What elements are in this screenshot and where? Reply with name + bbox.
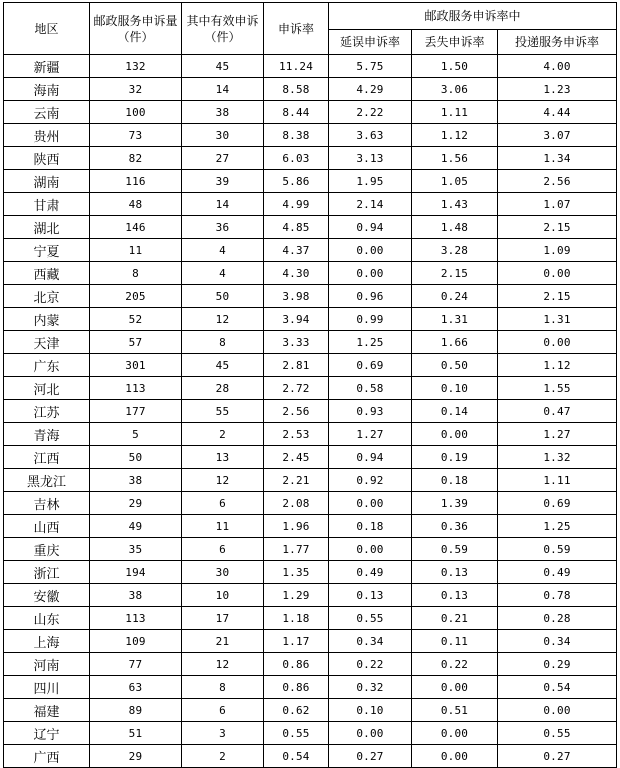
cell-valid-complaints: 6 [182, 699, 264, 722]
cell-complaints: 50 [90, 446, 182, 469]
cell-delivery-rate: 0.00 [498, 262, 617, 285]
header-loss-rate: 丢失申诉率 [412, 30, 498, 55]
cell-delivery-rate: 0.34 [498, 630, 617, 653]
cell-valid-complaints: 11 [182, 515, 264, 538]
table-row [4, 55, 617, 78]
cell-delivery-rate: 0.28 [498, 607, 617, 630]
cell-delay-rate: 2.14 [329, 193, 412, 216]
cell-loss-rate: 0.13 [412, 561, 498, 584]
cell-delivery-rate: 4.44 [498, 101, 617, 124]
cell-complaint-rate: 1.29 [264, 584, 329, 607]
cell-delivery-rate: 2.15 [498, 285, 617, 308]
table-row [4, 469, 617, 492]
cell-region: 广西 [4, 745, 90, 768]
cell-complaints: 116 [90, 170, 182, 193]
cell-complaint-rate: 11.24 [264, 55, 329, 78]
table-row [4, 331, 617, 354]
header-rate-group: 邮政服务申诉率中 [329, 3, 617, 30]
cell-valid-complaints: 12 [182, 469, 264, 492]
cell-delay-rate: 0.13 [329, 584, 412, 607]
cell-complaints: 132 [90, 55, 182, 78]
cell-loss-rate: 0.18 [412, 469, 498, 492]
cell-delay-rate: 0.27 [329, 745, 412, 768]
cell-valid-complaints: 12 [182, 308, 264, 331]
cell-delivery-rate: 1.23 [498, 78, 617, 101]
cell-delivery-rate: 0.47 [498, 400, 617, 423]
cell-complaints: 73 [90, 124, 182, 147]
cell-loss-rate: 0.10 [412, 377, 498, 400]
cell-complaints: 52 [90, 308, 182, 331]
cell-delay-rate: 4.29 [329, 78, 412, 101]
cell-delay-rate: 0.49 [329, 561, 412, 584]
table-row [4, 653, 617, 676]
cell-delivery-rate: 0.27 [498, 745, 617, 768]
cell-delay-rate: 0.10 [329, 699, 412, 722]
cell-region: 贵州 [4, 124, 90, 147]
cell-valid-complaints: 8 [182, 676, 264, 699]
table-row [4, 170, 617, 193]
cell-region: 新疆 [4, 55, 90, 78]
cell-valid-complaints: 55 [182, 400, 264, 423]
cell-complaint-rate: 0.55 [264, 722, 329, 745]
cell-complaint-rate: 4.37 [264, 239, 329, 262]
cell-region: 湖北 [4, 216, 90, 239]
cell-complaint-rate: 2.72 [264, 377, 329, 400]
cell-loss-rate: 0.00 [412, 722, 498, 745]
cell-delay-rate: 0.58 [329, 377, 412, 400]
cell-complaints: 38 [90, 584, 182, 607]
cell-region: 黑龙江 [4, 469, 90, 492]
cell-region: 四川 [4, 676, 90, 699]
cell-delay-rate: 5.75 [329, 55, 412, 78]
cell-delivery-rate: 1.11 [498, 469, 617, 492]
cell-delay-rate: 0.18 [329, 515, 412, 538]
cell-delay-rate: 0.99 [329, 308, 412, 331]
cell-delay-rate: 0.55 [329, 607, 412, 630]
cell-loss-rate: 1.48 [412, 216, 498, 239]
cell-complaints: 177 [90, 400, 182, 423]
cell-valid-complaints: 30 [182, 124, 264, 147]
cell-delivery-rate: 0.54 [498, 676, 617, 699]
cell-delivery-rate: 1.07 [498, 193, 617, 216]
postal-complaint-table [3, 2, 617, 768]
table-row [4, 147, 617, 170]
cell-region: 内蒙 [4, 308, 90, 331]
cell-complaints: 5 [90, 423, 182, 446]
table-row [4, 538, 617, 561]
cell-loss-rate: 1.05 [412, 170, 498, 193]
cell-complaint-rate: 3.94 [264, 308, 329, 331]
cell-valid-complaints: 45 [182, 354, 264, 377]
cell-delay-rate: 0.00 [329, 722, 412, 745]
table-row [4, 561, 617, 584]
cell-loss-rate: 3.28 [412, 239, 498, 262]
cell-complaint-rate: 1.17 [264, 630, 329, 653]
cell-delivery-rate: 0.59 [498, 538, 617, 561]
cell-valid-complaints: 2 [182, 745, 264, 768]
cell-valid-complaints: 2 [182, 423, 264, 446]
table-row [4, 262, 617, 285]
cell-loss-rate: 1.11 [412, 101, 498, 124]
table-row [4, 492, 617, 515]
cell-valid-complaints: 14 [182, 193, 264, 216]
cell-complaint-rate: 4.99 [264, 193, 329, 216]
table-row [4, 676, 617, 699]
cell-region: 广东 [4, 354, 90, 377]
cell-valid-complaints: 30 [182, 561, 264, 584]
cell-complaint-rate: 2.56 [264, 400, 329, 423]
header-delivery-rate: 投递服务申诉率 [498, 30, 617, 55]
cell-complaints: 29 [90, 745, 182, 768]
cell-complaint-rate: 2.53 [264, 423, 329, 446]
cell-complaint-rate: 3.33 [264, 331, 329, 354]
cell-delay-rate: 0.34 [329, 630, 412, 653]
cell-delivery-rate: 2.15 [498, 216, 617, 239]
cell-complaint-rate: 2.45 [264, 446, 329, 469]
cell-region: 天津 [4, 331, 90, 354]
cell-complaints: 63 [90, 676, 182, 699]
cell-region: 西藏 [4, 262, 90, 285]
cell-delay-rate: 0.00 [329, 262, 412, 285]
cell-complaint-rate: 2.81 [264, 354, 329, 377]
cell-valid-complaints: 6 [182, 538, 264, 561]
cell-delivery-rate: 1.34 [498, 147, 617, 170]
cell-valid-complaints: 21 [182, 630, 264, 653]
cell-delivery-rate: 0.00 [498, 699, 617, 722]
cell-valid-complaints: 10 [182, 584, 264, 607]
cell-loss-rate: 3.06 [412, 78, 498, 101]
table-row [4, 745, 617, 768]
cell-complaint-rate: 0.86 [264, 653, 329, 676]
cell-loss-rate: 2.15 [412, 262, 498, 285]
cell-region: 福建 [4, 699, 90, 722]
cell-delivery-rate: 1.09 [498, 239, 617, 262]
table-row [4, 630, 617, 653]
cell-delay-rate: 3.63 [329, 124, 412, 147]
cell-complaints: 32 [90, 78, 182, 101]
cell-delivery-rate: 0.49 [498, 561, 617, 584]
table-row [4, 400, 617, 423]
cell-complaint-rate: 8.44 [264, 101, 329, 124]
cell-loss-rate: 1.56 [412, 147, 498, 170]
cell-complaint-rate: 2.08 [264, 492, 329, 515]
cell-delay-rate: 0.93 [329, 400, 412, 423]
table-row [4, 78, 617, 101]
cell-region: 吉林 [4, 492, 90, 515]
table-row [4, 423, 617, 446]
table-row [4, 216, 617, 239]
cell-loss-rate: 0.50 [412, 354, 498, 377]
cell-delivery-rate: 0.78 [498, 584, 617, 607]
cell-delay-rate: 0.94 [329, 446, 412, 469]
cell-delivery-rate: 0.69 [498, 492, 617, 515]
cell-valid-complaints: 13 [182, 446, 264, 469]
cell-delivery-rate: 1.32 [498, 446, 617, 469]
table-row [4, 722, 617, 745]
cell-delivery-rate: 2.56 [498, 170, 617, 193]
cell-loss-rate: 0.00 [412, 745, 498, 768]
cell-complaint-rate: 5.86 [264, 170, 329, 193]
cell-complaint-rate: 4.85 [264, 216, 329, 239]
cell-loss-rate: 0.14 [412, 400, 498, 423]
cell-complaints: 11 [90, 239, 182, 262]
cell-complaints: 35 [90, 538, 182, 561]
cell-loss-rate: 0.24 [412, 285, 498, 308]
cell-valid-complaints: 6 [182, 492, 264, 515]
cell-region: 宁夏 [4, 239, 90, 262]
cell-delay-rate: 0.00 [329, 239, 412, 262]
cell-complaint-rate: 8.58 [264, 78, 329, 101]
cell-complaint-rate: 3.98 [264, 285, 329, 308]
cell-region: 浙江 [4, 561, 90, 584]
cell-region: 河北 [4, 377, 90, 400]
cell-delivery-rate: 1.25 [498, 515, 617, 538]
cell-complaints: 51 [90, 722, 182, 745]
cell-valid-complaints: 14 [182, 78, 264, 101]
cell-delivery-rate: 4.00 [498, 55, 617, 78]
cell-region: 甘肃 [4, 193, 90, 216]
cell-valid-complaints: 17 [182, 607, 264, 630]
cell-region: 辽宁 [4, 722, 90, 745]
cell-delivery-rate: 1.12 [498, 354, 617, 377]
cell-complaint-rate: 1.77 [264, 538, 329, 561]
table-row [4, 607, 617, 630]
cell-complaint-rate: 1.35 [264, 561, 329, 584]
cell-valid-complaints: 12 [182, 653, 264, 676]
cell-valid-complaints: 28 [182, 377, 264, 400]
cell-loss-rate: 1.50 [412, 55, 498, 78]
cell-delay-rate: 0.69 [329, 354, 412, 377]
cell-complaints: 100 [90, 101, 182, 124]
cell-region: 重庆 [4, 538, 90, 561]
cell-delay-rate: 0.32 [329, 676, 412, 699]
cell-region: 陕西 [4, 147, 90, 170]
cell-complaints: 8 [90, 262, 182, 285]
cell-delivery-rate: 3.07 [498, 124, 617, 147]
cell-complaints: 146 [90, 216, 182, 239]
cell-complaints: 113 [90, 377, 182, 400]
header-region: 地区 [4, 3, 90, 55]
cell-delay-rate: 3.13 [329, 147, 412, 170]
cell-delivery-rate: 1.27 [498, 423, 617, 446]
cell-complaint-rate: 6.03 [264, 147, 329, 170]
cell-delivery-rate: 0.55 [498, 722, 617, 745]
table-body [4, 55, 617, 768]
cell-region: 河南 [4, 653, 90, 676]
cell-region: 江西 [4, 446, 90, 469]
cell-complaints: 77 [90, 653, 182, 676]
table-row [4, 354, 617, 377]
cell-valid-complaints: 3 [182, 722, 264, 745]
cell-valid-complaints: 36 [182, 216, 264, 239]
cell-delay-rate: 0.22 [329, 653, 412, 676]
cell-region: 上海 [4, 630, 90, 653]
cell-region: 安徽 [4, 584, 90, 607]
cell-region: 海南 [4, 78, 90, 101]
cell-loss-rate: 0.22 [412, 653, 498, 676]
cell-valid-complaints: 27 [182, 147, 264, 170]
cell-loss-rate: 0.19 [412, 446, 498, 469]
table-row [4, 515, 617, 538]
header-valid-complaints: 其中有效申诉（件） [182, 3, 264, 55]
cell-complaint-rate: 4.30 [264, 262, 329, 285]
cell-complaint-rate: 0.86 [264, 676, 329, 699]
cell-loss-rate: 0.11 [412, 630, 498, 653]
cell-complaints: 57 [90, 331, 182, 354]
cell-loss-rate: 1.12 [412, 124, 498, 147]
cell-loss-rate: 0.13 [412, 584, 498, 607]
cell-valid-complaints: 45 [182, 55, 264, 78]
cell-loss-rate: 0.00 [412, 423, 498, 446]
header-complaint-rate: 申诉率 [264, 3, 329, 55]
header-delay-rate: 延误申诉率 [329, 30, 412, 55]
cell-loss-rate: 0.36 [412, 515, 498, 538]
cell-region: 山东 [4, 607, 90, 630]
complaint-table-container [3, 2, 617, 768]
cell-complaints: 205 [90, 285, 182, 308]
table-row [4, 584, 617, 607]
cell-complaints: 301 [90, 354, 182, 377]
cell-delivery-rate: 0.00 [498, 331, 617, 354]
cell-delivery-rate: 1.31 [498, 308, 617, 331]
cell-complaints: 89 [90, 699, 182, 722]
table-row [4, 101, 617, 124]
cell-delay-rate: 0.96 [329, 285, 412, 308]
table-row [4, 285, 617, 308]
cell-complaint-rate: 0.62 [264, 699, 329, 722]
table-row [4, 377, 617, 400]
cell-complaints: 38 [90, 469, 182, 492]
cell-loss-rate: 0.59 [412, 538, 498, 561]
cell-delivery-rate: 0.29 [498, 653, 617, 676]
cell-complaints: 49 [90, 515, 182, 538]
cell-loss-rate: 1.39 [412, 492, 498, 515]
cell-complaint-rate: 0.54 [264, 745, 329, 768]
cell-complaint-rate: 8.38 [264, 124, 329, 147]
cell-region: 北京 [4, 285, 90, 308]
cell-region: 青海 [4, 423, 90, 446]
cell-valid-complaints: 38 [182, 101, 264, 124]
cell-complaints: 113 [90, 607, 182, 630]
cell-delay-rate: 2.22 [329, 101, 412, 124]
cell-delay-rate: 0.94 [329, 216, 412, 239]
cell-complaint-rate: 2.21 [264, 469, 329, 492]
cell-valid-complaints: 50 [182, 285, 264, 308]
cell-delay-rate: 1.27 [329, 423, 412, 446]
cell-valid-complaints: 39 [182, 170, 264, 193]
cell-complaint-rate: 1.96 [264, 515, 329, 538]
cell-region: 湖南 [4, 170, 90, 193]
cell-loss-rate: 0.21 [412, 607, 498, 630]
cell-region: 山西 [4, 515, 90, 538]
table-row [4, 124, 617, 147]
cell-valid-complaints: 4 [182, 239, 264, 262]
cell-delivery-rate: 1.55 [498, 377, 617, 400]
cell-valid-complaints: 8 [182, 331, 264, 354]
cell-complaints: 29 [90, 492, 182, 515]
cell-complaints: 194 [90, 561, 182, 584]
cell-delay-rate: 1.25 [329, 331, 412, 354]
cell-delay-rate: 0.92 [329, 469, 412, 492]
table-row [4, 308, 617, 331]
table-row [4, 239, 617, 262]
cell-loss-rate: 1.31 [412, 308, 498, 331]
cell-valid-complaints: 4 [182, 262, 264, 285]
cell-complaint-rate: 1.18 [264, 607, 329, 630]
cell-loss-rate: 0.51 [412, 699, 498, 722]
cell-loss-rate: 0.00 [412, 676, 498, 699]
cell-complaints: 109 [90, 630, 182, 653]
cell-region: 江苏 [4, 400, 90, 423]
cell-delay-rate: 1.95 [329, 170, 412, 193]
table-row [4, 446, 617, 469]
table-row [4, 699, 617, 722]
cell-delay-rate: 0.00 [329, 492, 412, 515]
cell-loss-rate: 1.43 [412, 193, 498, 216]
cell-loss-rate: 1.66 [412, 331, 498, 354]
header-complaints: 邮政服务申诉量（件） [90, 3, 182, 55]
cell-region: 云南 [4, 101, 90, 124]
cell-complaints: 48 [90, 193, 182, 216]
table-header [4, 3, 617, 55]
cell-delay-rate: 0.00 [329, 538, 412, 561]
cell-complaints: 82 [90, 147, 182, 170]
table-row [4, 193, 617, 216]
